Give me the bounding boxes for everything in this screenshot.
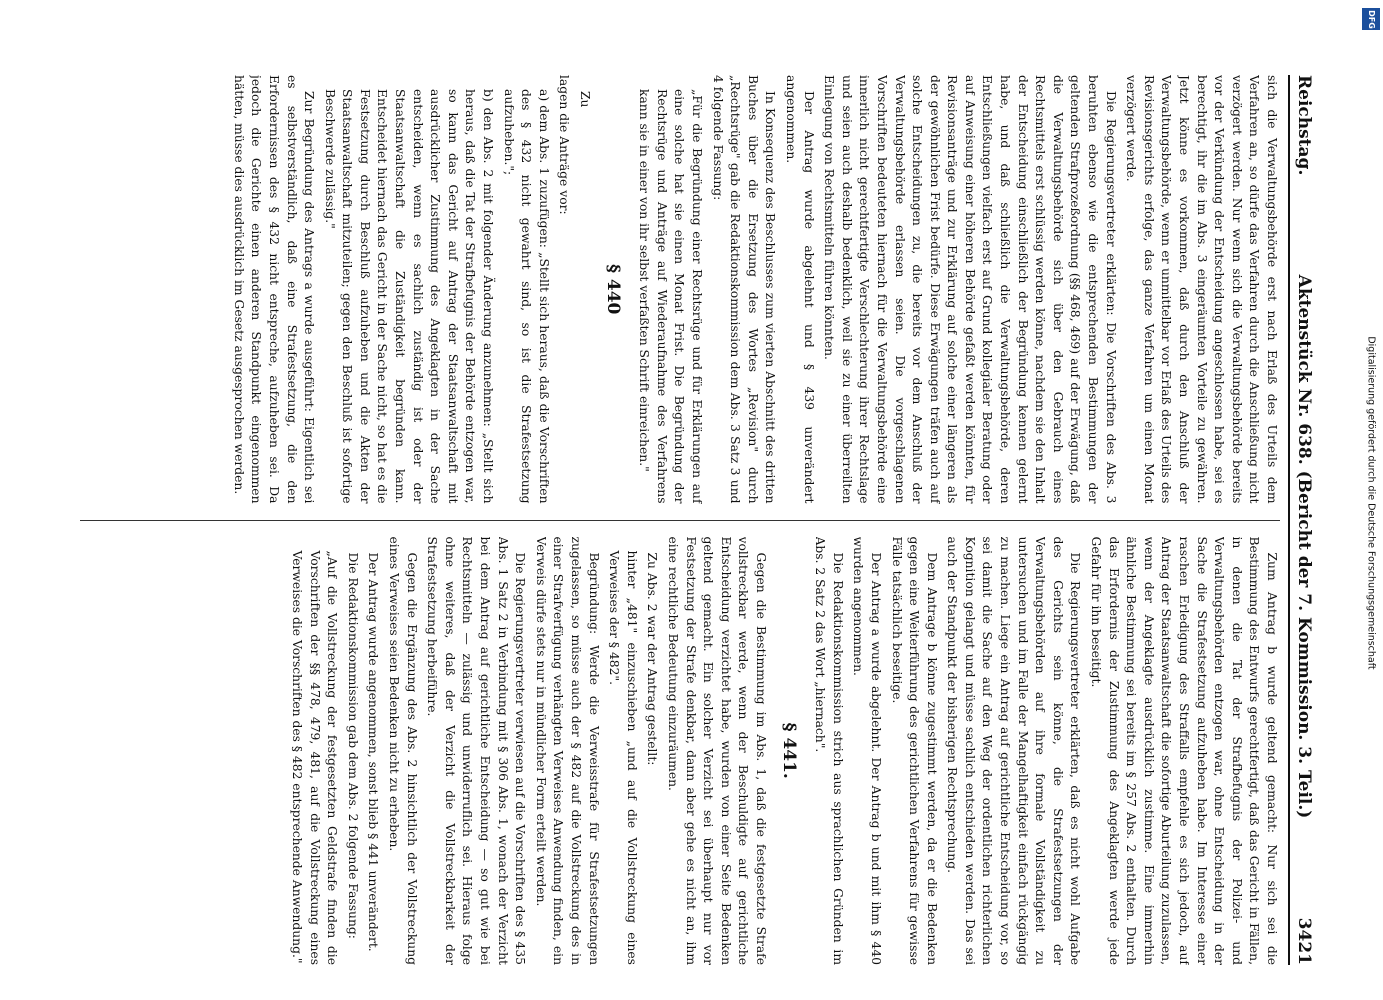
left-column <box>80 75 1280 504</box>
paragraph: Gegen die Ergänzung des Abs. 2 hinsichtlich der Vollstreckung eines Verweises seien Bedenken nicht zu erheben. <box>387 536 419 965</box>
paragraph: Dem Antrage b könne zugestimmt werden, da er die Bedenken gegen eine Weiterführung des gerichtlichen Verfahrens für gewisse Fälle tatsächlich beseitige. <box>889 536 939 965</box>
paragraph: lagen die Anträge vor: <box>557 75 572 215</box>
right-column <box>80 537 1280 966</box>
paragraph: Der Antrag wurde angenommen, sonst blieb § 441 unverändert. <box>366 552 381 952</box>
quote-paragraph: „Für die Begründung einer Rechtsrüge und für Erklärungen auf eine solche hat sie einen Monat Frist. Die Begründung der Rechtsrüge und Anträge auf Wiederaufnahme des Verfahrens kann sie in einer von ihr selbst verfaßten Schrift einreichen." <box>637 89 704 504</box>
paragraph: Zu Abs. 2 war der Antrag gestellt: <box>645 552 660 766</box>
paragraph: Der Antrag a wurde abgelehnt. Der Antrag b und mit ihm § 440 wurden angenommen. <box>851 536 883 965</box>
column-divider <box>80 520 1280 521</box>
paragraph: Zum Antrag b wurde geltend gemacht: Nur sich sei die Bestimmung des Entwurfs gerechtfertigt, daß das Gericht in Fällen, in denen die Tat der Strafbefugnis der Polizei- und Verwaltungsbehörden entzogen war, ohne Entscheidung in der Sache die Strafestsetzung aufzuheben habe. Im Interesse einer raschen Erledigung des Straffalls empfehle es sich jedoch, auf Antrag der Staatsanwaltschaft die sofortige Aburteilung zuzulassen, wenn der Angeklagte ausdrücklich zustimme. Eine immerhin ähnliche Bestimmung sei bereits im § 257 Abs. 2 enthalten. Durch das Erfordernis der Zustimmung des Angeklagten werde jede Gefahr für ihn beseitigt. <box>1089 536 1279 965</box>
paragraph: Der Antrag wurde abgelehnt und § 439 unverändert angenommen. <box>783 75 816 504</box>
section-heading: § 440 <box>602 264 623 315</box>
paragraph: Die Regierungsvertreter verwiesen auf die Vorschriften des § 435 Abs. 1 Satz 2 in Verbindung mit § 306 Abs. 1, wonach der Verzicht bei dem Antrag auf gerichtliche Entscheidung — so gut wie bei Rechtsmitteln — zulässig und unwiderruflich sei. Hieraus folge ohne weiteres, daß der Verzicht die Vollstreckbarkeit der Strafestsetzung herbeiführe. <box>425 536 528 965</box>
page-header <box>1294 75 1330 965</box>
header-center: Aktenstück Nr. 638. (Bericht der 7. Kommission. 3. Teil.) <box>1294 274 1314 819</box>
paragraph: sich die Verwaltungsbehörde erst nach Erlaß des Urteils dem Verfahren an, so dürfe das Verfahren durch die Anschließung nicht verzögert werden. Nur wenn sich die Verwaltungsbehörde bereits vor der Verkündung der Entscheidung angeschlossen habe, sei es berechtigt, ihr die im Abs. 3 eingeräumten Vorteile zu gewähren. Jetzt könne es vorkommen, daß durch den Anschluß der Verwaltungsbehörde, wenn er unmittelbar vor Erlaß des Urteils des Revisionsgerichts erfolge, das ganze Verfahren um einen Monat verzögert werde. <box>1124 75 1279 504</box>
dfg-logo: DFG <box>1362 8 1380 30</box>
list-item: b) den Abs. 2 mit folgender Änderung anzunehmen: „Stellt sich heraus, daß die Tat der Strafbefugnis der Behörde entzogen war, so kann das Gericht auf Antrag der Staatsanwaltschaft mit ausdrücklicher Zustimmung des Angeklagten in der Sache entscheiden, wenn es sachlich zuständig ist oder der Staatsanwaltschaft die Zuständigkeit begründen kann. Entscheidet hiernach das Gericht in der Sache nicht, so hat es die Festsetzung durch Beschluß aufzuheben und die Akten der Staatsanwaltschaft mitzuteilen; gegen den Beschluß ist sofortige Beschwerde zulässig." <box>322 89 496 504</box>
scanned-page <box>60 55 1350 985</box>
paragraph: Zur Begründung des Antrags a wurde ausgeführt: Eigentlich sei es selbstverständlich, daß eine Strafestsetzung, die den Erfordernissen des § 432 nicht entspreche, aufzuheben sei. Da jedoch die Gerichte einen anderen Standpunkt eingenommen hätten, müsse dies ausdrücklich im Gesetz ausgesprochen werden. <box>231 75 317 504</box>
paragraph: Begründung: Werde die Verweisstrafe für Strafestsetzungen zugelassen, so müsse auch der § 482 auf die Vollstreckung des in einer Strafverfügung verhängten Verweises Anwendung finden, ein Verweis dürfe stets nur in mündlicher Form erteilt werden. <box>533 536 601 965</box>
page-number: 3421 <box>1294 917 1314 965</box>
section-heading: § 441. <box>778 722 799 779</box>
header-left: Reichstag. <box>1294 75 1314 176</box>
quote-paragraph: „Auf die Vollstreckung der festgesetzten Geldstrafe finden die Vorschriften der §§ 478, 479, 481, auf die Vollstreckung eines Verweises die Vorschriften des § 482 entsprechende Anwendung." <box>290 550 340 965</box>
page-content <box>80 75 1330 965</box>
quote-paragraph: hinter „481" einzuschieben „und auf die Vollstreckung eines Verweises der § 482". <box>607 550 639 965</box>
paragraph: Die Regierungsvertreter erklärten: Die Vorschriften des Abs. 3 beruhten ebenso wie die entsprechenden Bestimmungen der geltenden Strafprozeßordnung (§§ 468, 469) auf der Erwägung, daß die Verwaltungsbehörde sich über den Gebrauch eines Rechtsmittels erst schlüssig werden könne, nachdem sie den Inhalt der Entscheidung einschließlich der Begründung kennen gelernt habe, und daß schließlich die Verwaltungsbehörde, deren Entschließungen vielfach erst auf Grund kollegialer Beratung oder auf Anweisung einer höheren Behörde gefaßt werden könnten, für Revisionsanträge und zur Erklärung auf solche einer längeren als der gewöhnlichen Frist bedürfe. Diese Erwägungen träfen auch auf solche Entscheidungen zu, die bereits vor dem Anschluß der Verwaltungsbehörde erlassen seien. Die vorgeschlagenen Vorschriften bedeuteten hiernach für die Verwaltungsbehörde eine innerlich nicht gerechtfertigte Verschlechterung ihrer Rechtslage und seien auch deshalb bedenklich, weil sie zu einer überreilten Einlegung von Rechtsmitteln führen könnten. <box>822 75 1118 504</box>
paragraph: Die Redaktionskommission gab dem Abs. 2 folgende Fassung: <box>345 552 360 939</box>
header-rule <box>1288 75 1290 965</box>
list-item: a) dem Abs. 1 zuzufügen: „Stellt sich heraus, daß die Vorschriften des § 432 nicht gewahrt sind, so ist die Strafestsetzung aufzuheben."; <box>501 89 551 504</box>
paragraph: Zu <box>578 91 593 108</box>
paragraph: Die Regierungsvertreter erklärten, daß es nicht wohl Aufgabe des Gerichts sein könne, die Strafestsetzungen der Verwaltungsbehörden auf ihre formale Vollständigkeit zu untersuchen und im Falle der Mangelhaftigkeit einfach rückgängig zu machen. Liege ein Antrag auf gerichtliche Entscheidung vor, so sei damit die Sache auf den Weg der ordentlichen richterlichen Kognition gelangt und müsse sachlich entschieden werden. Das sei auch der Standpunkt der bisherigen Rechtsprechung. <box>945 536 1083 965</box>
paragraph: Gegen die Bestimmung im Abs. 1, daß die festgesetzte Strafe vollstreckbar werde, wenn der Beschuldigte auf gerichtliche Entscheidung verzichtet habe, wurden von einer Seite Bedenken geltend gemacht. Ein solcher Verzicht sei überhaupt nur vor Festsetzung der Strafe denkbar, dann aber gehe es nicht an, ihm eine rechtliche Bedeutung einzuräumen. <box>666 536 768 965</box>
paragraph: In Konsequenz des Beschlusses zum vierten Abschnitt des dritten Buches über die Ersetzung des Wortes „Revision" durch „Rechtsrüge" gab die Redaktionskommission dem Abs. 3 Satz 3 und 4 folgende Fassung: <box>710 75 778 504</box>
text-columns <box>80 75 1280 965</box>
paragraph: Die Redaktionskommission strich aus sprachlichen Gründen im Abs. 2 Satz 2 das Wort „hiernach". <box>813 536 845 965</box>
digitization-credit <box>1362 8 1380 998</box>
credit-text: Digitalisierung gefördert durch die Deutsche Forschungsgemeinschaft <box>1365 336 1377 670</box>
